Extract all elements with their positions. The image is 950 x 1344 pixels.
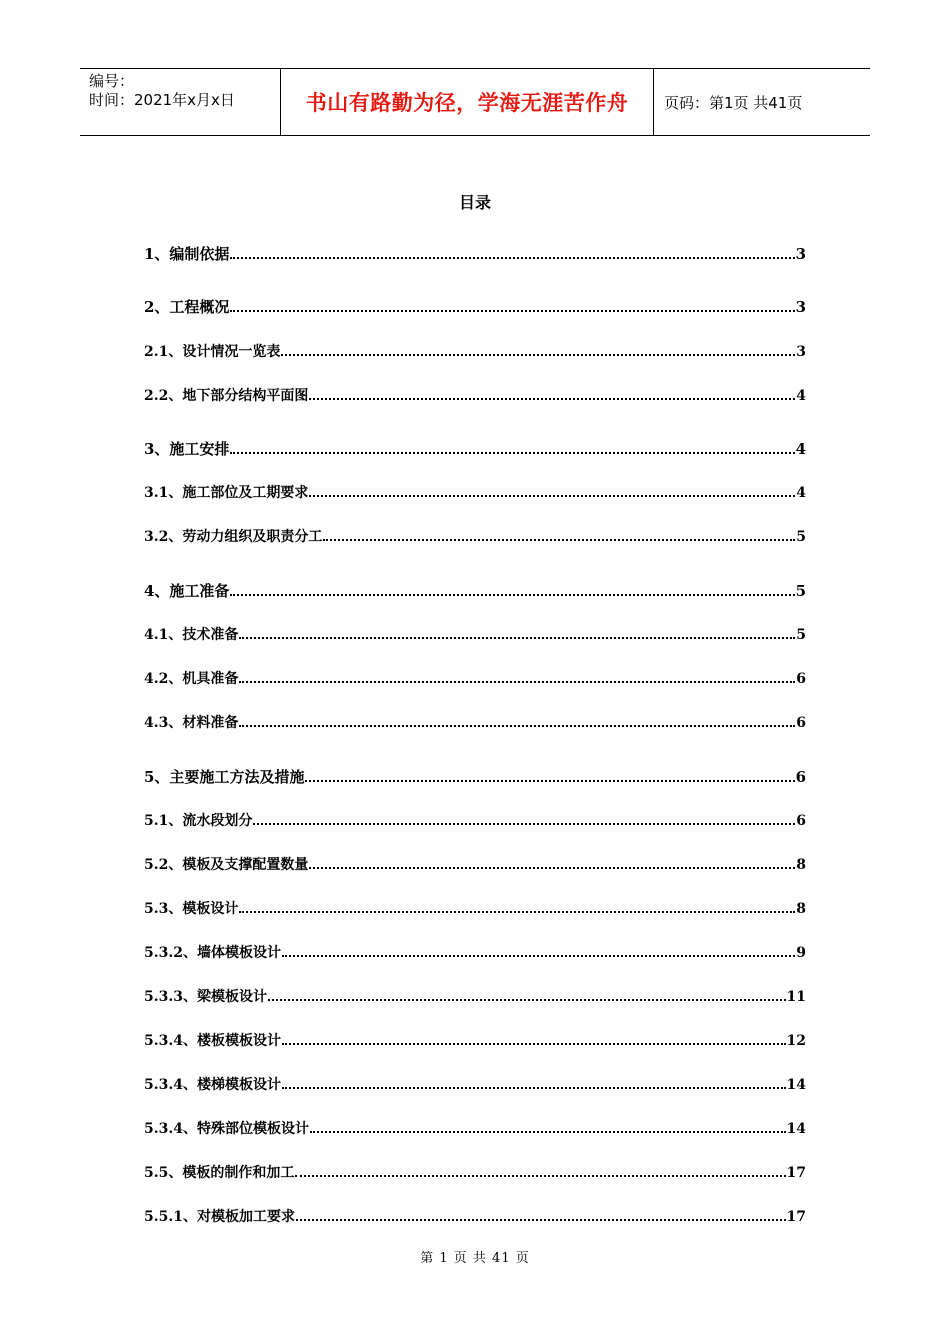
toc-entry-page: 9: [796, 945, 806, 961]
date-label: 时间：2021年x月x日: [89, 91, 235, 109]
toc-entry-page: 6: [796, 671, 806, 687]
toc-leader-dots: [282, 955, 795, 957]
toc-entry-label: 3.2、劳动力组织及职责分工: [144, 529, 323, 545]
code-label: 编号：: [89, 72, 135, 90]
toc-entry-label: 3、施工安排: [144, 440, 230, 458]
toc-entry[interactable]: [144, 810, 806, 830]
toc-entry-label: 5.5、模板的制作和加工: [144, 1165, 295, 1181]
toc-leader-dots: [282, 1043, 786, 1045]
toc-entry-page: 17: [786, 1165, 806, 1181]
toc-entry-page: 5: [796, 529, 806, 545]
toc-title: 目录: [458, 193, 491, 212]
toc-entry[interactable]: [144, 668, 806, 688]
toc-entry[interactable]: [144, 482, 806, 502]
toc-entry-label: 5.3、模板设计: [144, 901, 239, 917]
toc-leader-dots: [230, 310, 794, 312]
toc-entry[interactable]: [144, 341, 806, 361]
toc-entry[interactable]: [144, 624, 806, 644]
toc-leader-dots: [239, 725, 795, 727]
toc-entry-page: 14: [786, 1077, 806, 1093]
toc-entry-label: 5.3.4、楼板模板设计: [144, 1033, 281, 1049]
toc-leader-dots: [230, 594, 794, 596]
toc-entry-page: 3: [795, 298, 806, 316]
toc-entry-page: 4: [796, 485, 806, 501]
toc-entry[interactable]: [144, 438, 806, 459]
toc-leader-dots: [323, 539, 795, 541]
page-footer: 第 1 页 共 41 页: [420, 1251, 530, 1266]
toc-leader-dots: [310, 1131, 786, 1133]
page-header: [80, 68, 870, 136]
toc-entry[interactable]: [144, 1206, 806, 1226]
toc-entry-page: 5: [796, 627, 806, 643]
toc-entry-page: 8: [796, 857, 806, 873]
toc-entry[interactable]: [144, 854, 806, 874]
toc-entry-page: 5: [795, 582, 806, 600]
toc-entry-page: 8: [796, 901, 806, 917]
toc-entry[interactable]: [144, 986, 806, 1006]
toc-leader-dots: [230, 257, 794, 259]
toc-leader-dots: [309, 867, 795, 869]
header-left-cell: [80, 69, 281, 135]
toc-entry-page: 6: [795, 768, 806, 786]
toc-leader-dots: [239, 911, 795, 913]
toc-entry[interactable]: [144, 1162, 806, 1182]
toc-leader-dots: [268, 999, 786, 1001]
toc-entry-label: 5.3.2、墙体模板设计: [144, 945, 281, 961]
toc-leader-dots: [309, 495, 795, 497]
toc-entry-label: 5、主要施工方法及措施: [144, 768, 305, 786]
toc-entry-page: 17: [786, 1209, 806, 1225]
toc-entry[interactable]: [144, 766, 806, 787]
toc-entry[interactable]: [144, 580, 806, 601]
toc-entry-label: 2.1、设计情况一览表: [144, 344, 281, 360]
toc-entry-page: 4: [796, 388, 806, 404]
toc-entry[interactable]: [144, 526, 806, 546]
toc-entry[interactable]: [144, 1118, 806, 1138]
toc-entry-label: 5.2、模板及支撑配置数量: [144, 857, 309, 873]
toc-entry[interactable]: [144, 243, 806, 264]
toc-leader-dots: [309, 398, 795, 400]
toc-leader-dots: [281, 354, 795, 356]
toc-entry-label: 2、工程概况: [144, 298, 230, 316]
toc-entry-page: 6: [796, 813, 806, 829]
toc-entry-label: 2.2、地下部分结构平面图: [144, 388, 309, 404]
toc-entry-page: 4: [795, 440, 806, 458]
toc-entry-page: 14: [786, 1121, 806, 1137]
toc-entry-page: 11: [786, 989, 806, 1005]
toc-leader-dots: [239, 637, 795, 639]
toc-entry-label: 5.3.3、梁模板设计: [144, 989, 267, 1005]
toc-entry-label: 5.3.4、特殊部位模板设计: [144, 1121, 309, 1137]
toc-entry[interactable]: [144, 942, 806, 962]
toc-leader-dots: [305, 780, 794, 782]
toc-entry-label: 3.1、施工部位及工期要求: [144, 485, 309, 501]
toc-entry-label: 4.3、材料准备: [144, 715, 239, 731]
toc-leader-dots: [282, 1087, 786, 1089]
toc-entry-label: 5.3.4、楼梯模板设计: [144, 1077, 281, 1093]
header-page-info: 页码：第1页 共41页: [664, 93, 803, 112]
toc-leader-dots: [253, 823, 795, 825]
toc-entry[interactable]: [144, 712, 806, 732]
toc-entry[interactable]: [144, 385, 806, 405]
toc-entry[interactable]: [144, 1030, 806, 1050]
toc-entry-label: 4、施工准备: [144, 582, 230, 600]
toc-entry-page: 12: [786, 1033, 806, 1049]
toc-leader-dots: [296, 1219, 786, 1221]
toc-entry-label: 5.1、流水段划分: [144, 813, 253, 829]
toc-entry[interactable]: [144, 898, 806, 918]
toc-entry-label: 4.2、机具准备: [144, 671, 239, 687]
toc-entry[interactable]: [144, 1074, 806, 1094]
toc-entry-page: 6: [796, 715, 806, 731]
toc-entry[interactable]: [144, 296, 806, 317]
toc-entry-label: 1、编制依据: [144, 245, 230, 263]
toc-entry-page: 3: [796, 344, 806, 360]
header-motto: 书山有路勤为径，学海无涯苦作舟: [281, 69, 654, 135]
toc-leader-dots: [239, 681, 795, 683]
toc-entry-label: 4.1、技术准备: [144, 627, 239, 643]
toc-leader-dots: [230, 452, 794, 454]
toc-leader-dots: [295, 1175, 785, 1177]
toc-entry-page: 3: [795, 245, 806, 263]
toc-entry-label: 5.5.1、对模板加工要求: [144, 1209, 295, 1225]
